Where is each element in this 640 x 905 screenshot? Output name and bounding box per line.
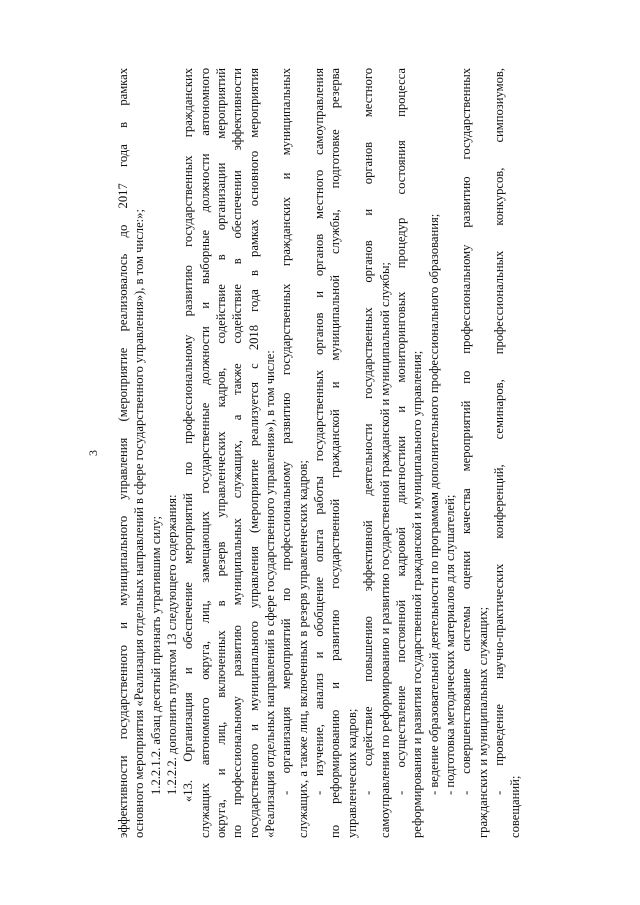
text-line: «Реализация отдельных направлений в сфере государственного управления»), в том числе: [263, 350, 278, 838]
text-line: гражданских и муниципальных служащих; [475, 606, 490, 838]
text-line: - осуществление постоянной кадровой диагностики и мониторинговых процедур состояния процесса [393, 68, 408, 795]
text-line: реформирования и развития государственной гражданской и муниципального управления; [410, 350, 425, 838]
text-line: - ведение образовательной деятельности по программам дополнительного профессионального образования; [426, 213, 441, 795]
text-line: - организация мероприятий по профессиональному развитию государственных гражданских и муниципальных [279, 68, 294, 795]
text-line: - содействие повышению эффективной деятельности государственных органов и органов местного [361, 68, 376, 795]
text-line: совещаний; [508, 775, 523, 838]
text-line: служащих автономного округа, лиц, замещающих государственные должности и выборные должности автономного [197, 68, 212, 838]
text-line: эффективности государственного и муниципального управления (мероприятие реализовалось до 2017 года в рамках [116, 68, 130, 838]
text-line: 1.2.2.1.2. абзац десятый признать утратившим силу; [148, 515, 163, 795]
text-line: самоуправления по реформированию и развитию государственной гражданской и муниципальной службы; [377, 262, 392, 838]
text-line: округа, и лиц, включенных в резерв управленческих кадров, содействие в организации мероприятий [214, 68, 229, 838]
text-line: «13. Организация и обеспечение мероприятий по профессиональному развитию государственных гражданских [181, 68, 196, 802]
text-line: - совершенствование системы оценки качества мероприятий по профессиональному развитию государственных [459, 68, 474, 795]
text-line: - изучение, анализ и обобщение опыта работы государственных органов и органов местного самоуправления [312, 68, 327, 795]
text-line: - подготовка методических материалов для слушателей; [442, 494, 457, 795]
text-line: управленческих кадров; [344, 708, 359, 838]
text-line: по профессиональному развитию муниципальных служащих, а также содействие в обеспечении эффективности [230, 68, 245, 838]
page-number: 3 [86, 450, 100, 456]
text-line: по реформированию и развитию государственной гражданской и муниципальной службы, подготовке резерва [328, 68, 343, 838]
text-line: основного мероприятия «Реализация отдельных направлений в сфере государственного управления»), в том числе:»; [132, 209, 147, 838]
text-line: - проведение научно-практических конференций, семинаров, профессиональных конкурсов, симпозиумов, [491, 68, 506, 795]
text-line: 1.2.2.2. дополнить пунктом 13 следующего содержания: [165, 494, 180, 795]
text-line: государственного и муниципального управления (мероприятие реализуется с 2018 года в рамках основного мероприятия [246, 68, 261, 838]
text-line: служащих, а также лиц, включенных в резерв управленческих кадров; [295, 460, 310, 838]
rotated-text-block [85, 68, 555, 838]
document-body [115, 68, 524, 838]
